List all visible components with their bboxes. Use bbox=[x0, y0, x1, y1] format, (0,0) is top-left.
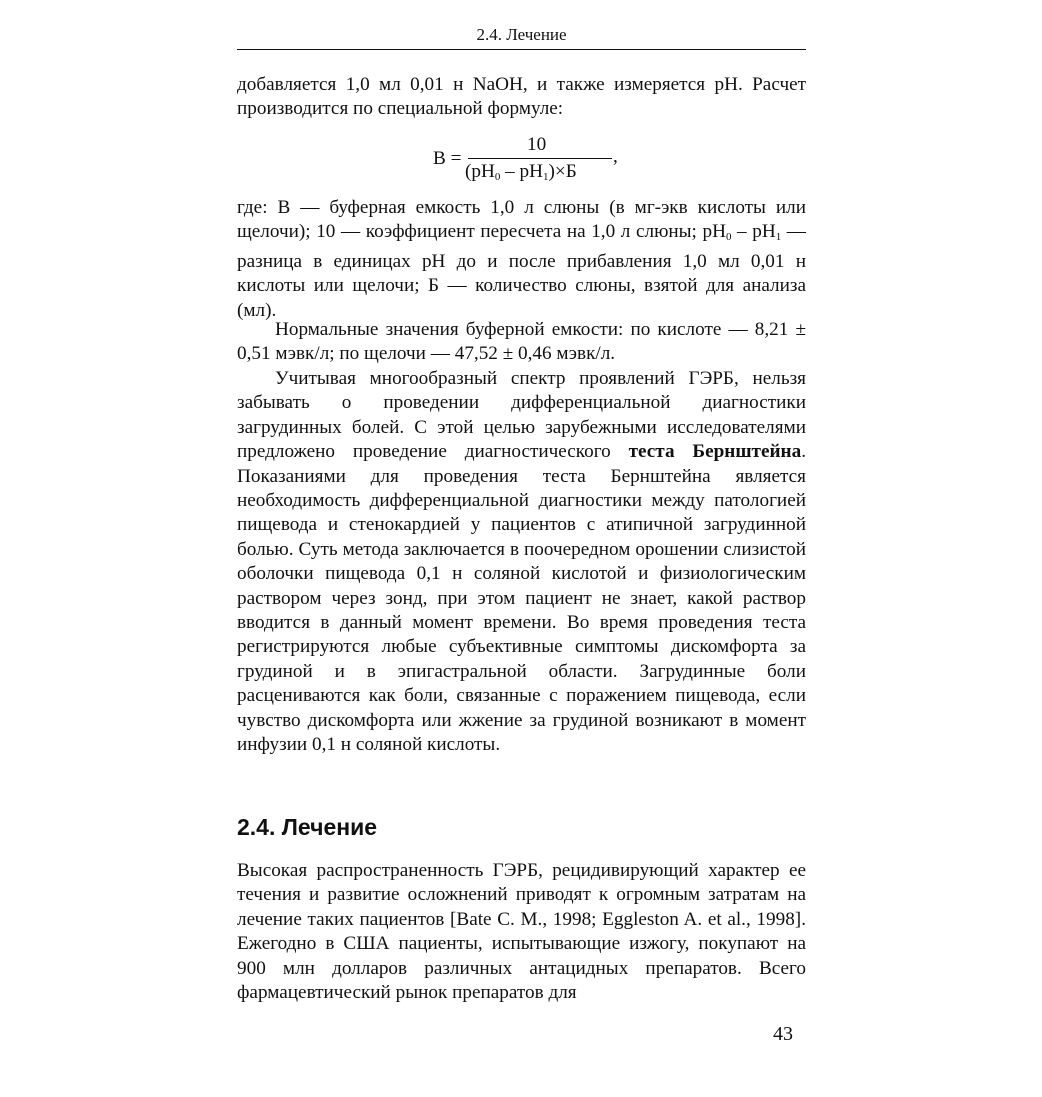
bernstein-before: Учитывая многообразный спектр проявлений ГЭРБ, нельзя забывать о проведении дифференциальной диагностики загрудинных болей. С этой целью зарубежными исследователями предложено проведение диагностического bbox=[237, 368, 806, 463]
formula-denominator bbox=[465, 161, 577, 183]
formula-lhs: B = bbox=[433, 148, 462, 169]
where-sub-1: 1 bbox=[775, 231, 782, 244]
header-rule bbox=[237, 49, 806, 50]
paragraph-bernstein-text bbox=[237, 367, 806, 758]
bernstein-test-term: теста Бернштейна bbox=[628, 441, 802, 463]
paragraph-normal-values-text: Нормальные значения буферной емкости: по кислоте — 8,21 ± 0,51 мэвк/л; по щелочи — 47,52 ± 0,46 мэвк/л. bbox=[237, 319, 806, 365]
page-number: 43 bbox=[773, 1023, 793, 1045]
paragraph-intro-text: добавляется 1,0 мл 0,01 н NaOH, и также измеряется pH. Расчет производится по специальной формуле: bbox=[237, 74, 806, 120]
where-part-1: где: В — буферная емкость 1,0 л слюны (в мг-экв кислоты или щелочи); 10 — коэффициент пересчета на 1,0 л слюны; pH bbox=[237, 197, 806, 243]
formula-sub-0: 0 bbox=[494, 171, 501, 183]
bernstein-after: . Показаниями для проведения теста Бернштейна является необходимость дифференциальной диагностики между патологией пищевода и стенокардией у пациентов с атипичной загрудинной болью. Суть метода заключается в поочередном орошении слизистой оболочки пищевода 0,1 н соляной кислотой и физиологическим раствором через зонд, при этом пациент не знает, какой раствор вводится в данный момент времени. Во время проведения теста регистрируются любые субъективные симптомы дискомфорта за грудиной и в эпигастральной области. Загрудинные боли расцениваются как боли, связанные с поражением пищевода, если чувство дискомфорта или жжение за грудиной возникают в момент инфузии 0,1 н соляной кислоты. bbox=[237, 441, 806, 756]
formula-numerator: 10 bbox=[527, 134, 547, 155]
formula-den-close: )×Б bbox=[548, 161, 577, 182]
paragraph-intro bbox=[237, 73, 806, 122]
formula-den-open: (pH bbox=[465, 161, 495, 182]
paragraph-definitions-text bbox=[237, 196, 806, 323]
running-head: 2.4. Лечение bbox=[476, 25, 567, 44]
formula-fraction-bar bbox=[468, 158, 612, 159]
paragraph-definitions bbox=[237, 196, 806, 323]
where-sub-0: 0 bbox=[725, 231, 732, 244]
paragraph-normal-values bbox=[237, 318, 806, 367]
where-part-2: – pH bbox=[731, 221, 776, 243]
where-part-3: — разница в единицах pH до и после прибавления 1,0 мл 0,01 н кислоты или щелочи; Б — количество слюны, взятой для анализа (мл). bbox=[237, 221, 806, 321]
formula-comma: , bbox=[613, 146, 618, 167]
formula-minus: – pH bbox=[500, 161, 543, 182]
section-heading: 2.4. Лечение bbox=[237, 814, 378, 840]
paragraph-bernstein-test bbox=[237, 367, 806, 758]
paragraph-treatment-text: Высокая распространенность ГЭРБ, рецидивирующий характер ее течения и развитие осложнений приводят к огромным затратам на лечение таких пациентов [Bate C. M., 1998; Eggleston A. et al., 1998]. Ежегодно в США пациенты, испытывающие изжогу, покупают на 900 млн долларов различных антацидных препаратов. Всего фармацевтический рынок препаратов для bbox=[237, 860, 806, 1004]
paragraph-treatment bbox=[237, 859, 806, 1005]
buffer-capacity-formula bbox=[433, 134, 633, 190]
formula-sub-1: 1 bbox=[542, 171, 549, 183]
